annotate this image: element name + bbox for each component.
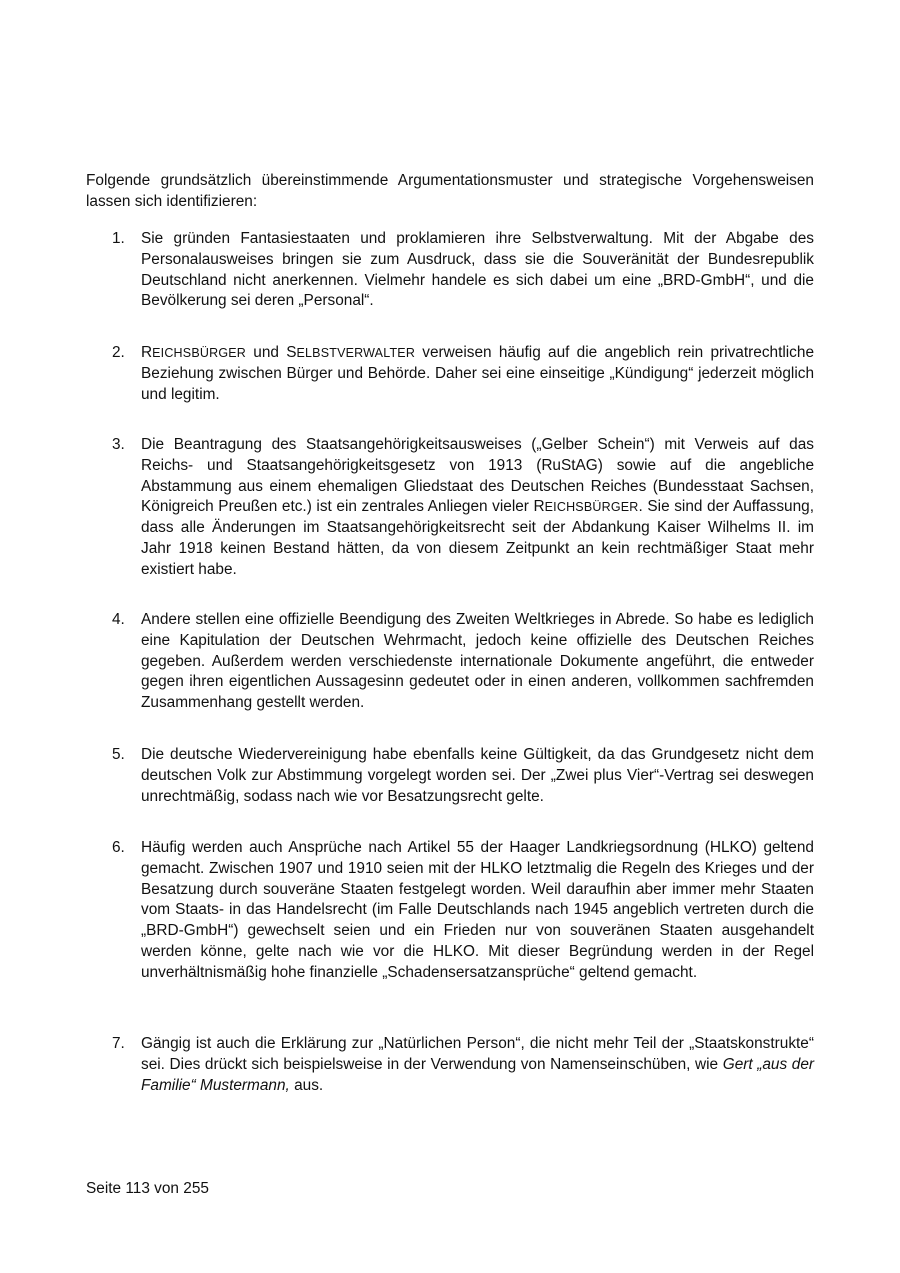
conjunction: und xyxy=(246,344,287,361)
text-segment: Die Beantragung des Staatsangehörigkeitsausweises („Gelber Schein“) mit Verweis auf das Reichs- und Staatsangehörigkeitsgesetz von 1913 (RuStAG) sowie auf die angebliche Abstammung aus einem ehemaligen Gliedstaat des Deutschen Reiches (Bundesstaat Sachsen, Königreich Preußen etc.) ist ein zentrales Anliegen vieler xyxy=(141,436,814,516)
term-initial: R xyxy=(141,344,153,361)
text-segment: Gängig ist auch die Erklärung zur „Natürlichen Person“, die nicht mehr Teil der „Staatskonstrukte“ sei. Dies drückt sich beispielsweise in der Verwendung von Namenseinschüben, wie xyxy=(141,1035,814,1073)
list-item-text xyxy=(141,343,814,405)
text-segment: aus. xyxy=(289,1076,324,1094)
intro-paragraph: Folgende grundsätzlich übereinstimmende Argumentationsmuster und strategische Vorgehensweisen lassen sich identifizieren: xyxy=(86,172,814,210)
term-smallcaps: EICHSBÜRGER xyxy=(152,346,247,360)
list-number: 1. xyxy=(112,230,125,247)
list-item-text xyxy=(141,1034,814,1096)
term-initial: R xyxy=(533,498,545,516)
list-number: 6. xyxy=(112,839,125,856)
term-initial: S xyxy=(286,344,297,361)
list-item-text: Die deutsche Wiedervereinigung habe ebenfalls keine Gültigkeit, da das Grundgesetz nicht dem deutschen Volk zur Abstimmung vorgelegt worden sei. Der „Zwei plus Vier“-Vertrag sei deswegen unrechtmäßig, sodass nach wie vor Besatzungsrecht gelte. xyxy=(141,746,814,805)
list-item-text xyxy=(141,435,814,581)
list-number: 5. xyxy=(112,746,125,763)
list-item-text: Sie gründen Fantasiestaaten und proklamieren ihre Selbstverwaltung. Mit der Abgabe des Personalausweises bringen sie zum Ausdruck, dass sie die Souveränität der Bundesrepublik Deutschland nicht anerkennen. Vielmehr handele es sich dabei um eine „BRD-GmbH“, und die Bevölkerung sei deren „Personal“. xyxy=(141,230,814,310)
list-item-text: Andere stellen eine offizielle Beendigung des Zweiten Weltkrieges in Abrede. So habe es lediglich eine Kapitulation der Deutschen Wehrmacht, jedoch keine offizielle des Deutschen Reiches gegeben. Außerdem werden verschiedenste internationale Dokumente angeführt, die entweder gegen ihren eigentlichen Aussagesinn gedeutet oder in einen anderen, vollkommen sachfremden Zusammenhang gestellt werden. xyxy=(141,611,814,712)
page-number-footer: Seite 113 von 255 xyxy=(86,1180,209,1197)
term-smallcaps: EICHSBÜRGER xyxy=(544,500,639,515)
list-number: 4. xyxy=(112,611,125,628)
list-number: 7. xyxy=(112,1035,125,1052)
text-segment: . Sie sind der Auffassung, dass alle Änderungen im Staatsangehörigkeitsrecht seit der Abdankung Kaiser Wilhelms II. im Jahr 1918 keinen Bestand hätten, da von diesem Zeitpunkt an kein rechtmäßiger Staat mehr existiert habe. xyxy=(141,498,814,578)
list-number: 2. xyxy=(112,344,125,361)
list-item-text-rest: verweisen häufig auf die angeblich rein privatrechtliche Beziehung zwischen Bürger und Behörde. Daher sei eine einseitige „Kündigung“ jederzeit möglich und legitim. xyxy=(141,344,814,403)
list-number: 3. xyxy=(112,436,125,453)
term-smallcaps: ELBSTVERWALTER xyxy=(296,346,416,360)
italic-example-name: Gert „aus der Familie“ Mustermann, xyxy=(141,1055,815,1094)
list-item-text: Häufig werden auch Ansprüche nach Artikel 55 der Haager Landkriegsordnung (HLKO) geltend gemacht. Zwischen 1907 und 1910 seien mit der HLKO letztmalig die Regeln des Krieges und der Besatzung durch souveräne Staaten festgelegt worden. Weil daraufhin aber immer mehr Staaten vom Staats- in das Handelsrecht (im Falle Deutschlands nach 1945 angeblich vertreten durch die „BRD-GmbH“) gewechselt seien und ein Frieden nur von souveränen Staaten ausgehandelt werden könne, gelte nach wie vor die HLKO. Mit dieser Begründung werden in der Regel unverhältnismäßig hohe finanzielle „Schadensersatzansprüche“ geltend gemacht. xyxy=(141,839,814,981)
